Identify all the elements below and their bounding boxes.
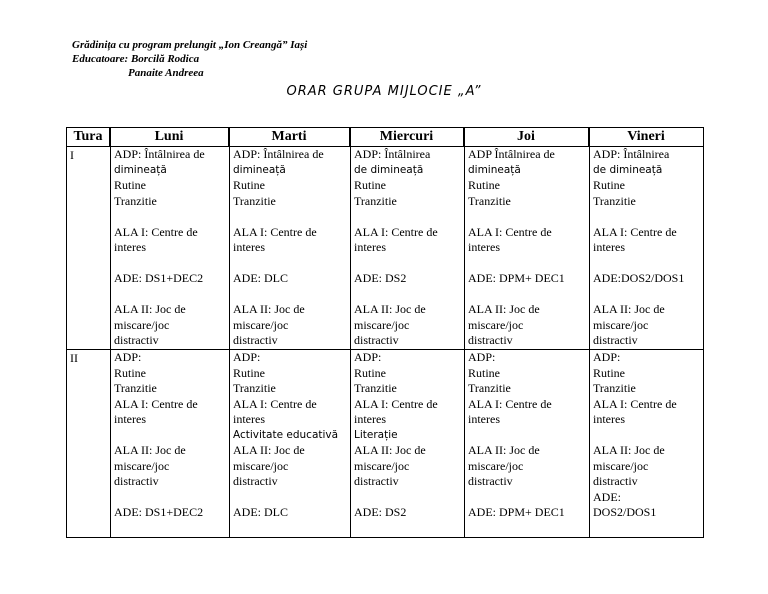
cell-line xyxy=(468,209,589,225)
cell-line xyxy=(468,428,589,444)
cell-line: ALA II: Joc de xyxy=(233,443,305,457)
cell-line: ALA II: Joc de xyxy=(593,302,665,316)
teacher-second-name: Panaite Andreea xyxy=(128,67,204,79)
cell-line: interes xyxy=(114,240,146,254)
cell-line: ADE: DLC xyxy=(233,505,288,519)
cell-line: Tranzitie xyxy=(354,193,397,208)
cell-line: ALA II: Joc de xyxy=(354,443,426,457)
cell-line: miscare/joc xyxy=(468,458,524,473)
cell-line: Rutine xyxy=(354,178,386,192)
schedule-cell-tura1-marti xyxy=(230,147,350,349)
schedule-cell-tura2-luni xyxy=(111,350,229,521)
cell-line: Literație xyxy=(354,428,398,441)
cell-line: ADP: xyxy=(354,350,382,364)
cell-line xyxy=(593,209,703,225)
cell-line: ADE: DS1+DEC2 xyxy=(114,271,204,285)
cell-line: ALA I: Centre de xyxy=(233,396,317,411)
cell-line: interes xyxy=(233,240,265,254)
cell-line: Rutine xyxy=(468,178,500,192)
cell-line: ADP Întâlnirea de xyxy=(468,147,555,161)
page-title: ORAR GRUPA MIJLOCIE „A” xyxy=(286,84,482,99)
cell-line: ADP: xyxy=(468,350,496,364)
cell-line: ADP: xyxy=(114,350,142,364)
cell-line: ALA II: Joc de xyxy=(114,443,186,457)
cell-line: ALA I: Centre de xyxy=(114,396,198,411)
table-header-row xyxy=(67,128,703,147)
cell-line xyxy=(593,428,703,444)
cell-line: distractiv xyxy=(354,333,399,347)
cell-line: ADE: DS2 xyxy=(354,505,407,519)
header-day-luni: Luni xyxy=(110,128,229,146)
tura-label-1: I xyxy=(70,148,74,162)
cell-line: ADP: Întâlnirea de xyxy=(114,147,205,161)
cell-line xyxy=(354,256,464,272)
cell-line: miscare/joc xyxy=(114,458,170,473)
cell-line xyxy=(114,428,229,444)
cell-line: distractiv xyxy=(354,474,399,488)
teacher-line: Educatoare: Borcilă Rodica xyxy=(72,53,200,65)
schedule-cell-tura1-miercuri xyxy=(351,147,464,349)
cell-line: ALA II: Joc de xyxy=(114,302,186,316)
cell-line: miscare/joc xyxy=(354,317,410,332)
cell-line: ADE: DS2 xyxy=(354,271,407,285)
cell-line: miscare/joc xyxy=(233,317,289,332)
cell-line: distractiv xyxy=(233,333,278,347)
cell-line xyxy=(114,287,229,303)
cell-line: interes xyxy=(593,240,625,254)
cell-line xyxy=(233,209,350,225)
cell-line: miscare/joc xyxy=(233,458,289,473)
cell-line: ALA II: Joc de xyxy=(233,302,305,316)
cell-line: interes xyxy=(468,412,500,426)
cell-line xyxy=(354,287,464,303)
cell-line: miscare/joc xyxy=(593,317,649,332)
cell-line: Rutine xyxy=(114,178,146,192)
cell-line: de dimineață xyxy=(593,163,663,176)
cell-line xyxy=(593,287,703,303)
cell-line: ALA II: Joc de xyxy=(354,302,426,316)
cell-line: ADE:DOS2/DOS1 xyxy=(593,271,685,285)
cell-line: distractiv xyxy=(593,474,638,488)
cell-line: miscare/joc xyxy=(468,317,524,332)
cell-line: distractiv xyxy=(468,333,513,347)
cell-line: ADE: DPM+ DEC1 xyxy=(468,505,565,519)
cell-line: dimineață xyxy=(233,163,286,176)
schedule-table xyxy=(66,127,704,538)
schedule-cell-tura2-vineri xyxy=(590,350,703,521)
cell-line: ADP: xyxy=(233,350,261,364)
cell-line: miscare/joc xyxy=(114,317,170,332)
cell-line: interes xyxy=(354,412,386,426)
cell-line xyxy=(114,256,229,272)
cell-line: Tranzitie xyxy=(233,193,276,208)
header-day-marti: Marti xyxy=(229,128,350,146)
cell-line: ALA I: Centre de xyxy=(468,224,552,239)
cell-line: distractiv xyxy=(114,474,159,488)
cell-line: interes xyxy=(593,412,625,426)
cell-line: ADE: DLC xyxy=(233,271,288,285)
cell-line: distractiv xyxy=(233,474,278,488)
cell-line: distractiv xyxy=(114,333,159,347)
cell-line: miscare/joc xyxy=(354,458,410,473)
cell-line xyxy=(233,490,350,506)
schedule-cell-tura1-joi xyxy=(465,147,589,349)
cell-line: Rutine xyxy=(233,365,265,380)
cell-line: interes xyxy=(468,240,500,254)
cell-line: ALA I: Centre de xyxy=(468,396,552,411)
cell-line: ALA I: Centre de xyxy=(593,396,677,411)
cell-line xyxy=(354,209,464,225)
cell-line: Rutine xyxy=(354,365,386,380)
cell-line: ALA I: Centre de xyxy=(233,224,317,239)
cell-line: dimineață xyxy=(114,163,167,176)
cell-line: ALA II: Joc de xyxy=(468,302,540,316)
cell-line: Tranzitie xyxy=(593,193,636,208)
cell-line: ADE: DS1+DEC2 xyxy=(114,505,204,519)
header-tura: Tura xyxy=(67,128,110,146)
cell-line: interes xyxy=(233,412,265,426)
schedule-cell-tura2-marti xyxy=(230,350,350,521)
schedule-cell-tura2-miercuri xyxy=(351,350,464,521)
cell-line xyxy=(233,287,350,303)
cell-line: distractiv xyxy=(593,333,638,347)
cell-line: ADP: Întâlnirea xyxy=(354,147,431,161)
cell-line: Tranzitie xyxy=(354,381,397,395)
cell-line: ALA I: Centre de xyxy=(354,396,438,411)
cell-line: Activitate educativă xyxy=(233,428,339,441)
cell-line: ADP: Întâlnirea xyxy=(593,147,670,161)
cell-line: de dimineață xyxy=(354,163,424,176)
cell-line: interes xyxy=(354,240,386,254)
tura-label-2: II xyxy=(70,351,78,365)
cell-line: miscare/joc xyxy=(593,458,649,473)
cell-line xyxy=(593,256,703,272)
cell-line: DOS2/DOS1 xyxy=(593,505,657,519)
cell-line: ALA I: Centre de xyxy=(593,224,677,239)
cell-line: Rutine xyxy=(593,178,625,192)
cell-line xyxy=(468,287,589,303)
cell-line: interes xyxy=(114,412,146,426)
cell-line: ALA I: Centre de xyxy=(354,224,438,239)
cell-line: ADE: DPM+ DEC1 xyxy=(468,271,565,285)
cell-line: Tranzitie xyxy=(233,381,276,395)
cell-line: Rutine xyxy=(468,365,500,380)
cell-line: ALA II: Joc de xyxy=(593,443,665,457)
cell-line: Tranzitie xyxy=(468,193,511,208)
cell-line xyxy=(114,490,229,506)
cell-line: Rutine xyxy=(233,178,265,192)
kindergarten-name: Grădinița cu program prelungit „Ion Creangă” Iași xyxy=(72,39,308,51)
cell-line: ADP: Întâlnirea de xyxy=(233,147,324,161)
cell-line: ALA I: Centre de xyxy=(114,224,198,239)
schedule-cell-tura1-luni xyxy=(111,147,229,349)
schedule-cell-tura1-vineri xyxy=(590,147,703,349)
cell-line: dimineață xyxy=(468,163,521,176)
cell-line xyxy=(233,256,350,272)
cell-line: distractiv xyxy=(468,474,513,488)
cell-line: ADP: xyxy=(593,350,621,364)
cell-line xyxy=(354,490,464,506)
cell-line xyxy=(468,256,589,272)
cell-line: Tranzitie xyxy=(114,193,157,208)
header-day-vineri: Vineri xyxy=(627,129,665,144)
cell-line xyxy=(468,490,589,506)
header-day-miercuri: Miercuri xyxy=(350,128,464,146)
header-day-joi: Joi xyxy=(464,128,589,146)
cell-line: Rutine xyxy=(593,365,625,380)
cell-line: Tranzitie xyxy=(593,381,636,395)
schedule-cell-tura2-joi xyxy=(465,350,589,521)
cell-line: ALA II: Joc de xyxy=(468,443,540,457)
cell-line: Rutine xyxy=(114,365,146,380)
cell-line xyxy=(114,209,229,225)
cell-line: Tranzitie xyxy=(468,381,511,395)
cell-line: Tranzitie xyxy=(114,381,157,395)
cell-line: ADE: xyxy=(593,489,621,504)
